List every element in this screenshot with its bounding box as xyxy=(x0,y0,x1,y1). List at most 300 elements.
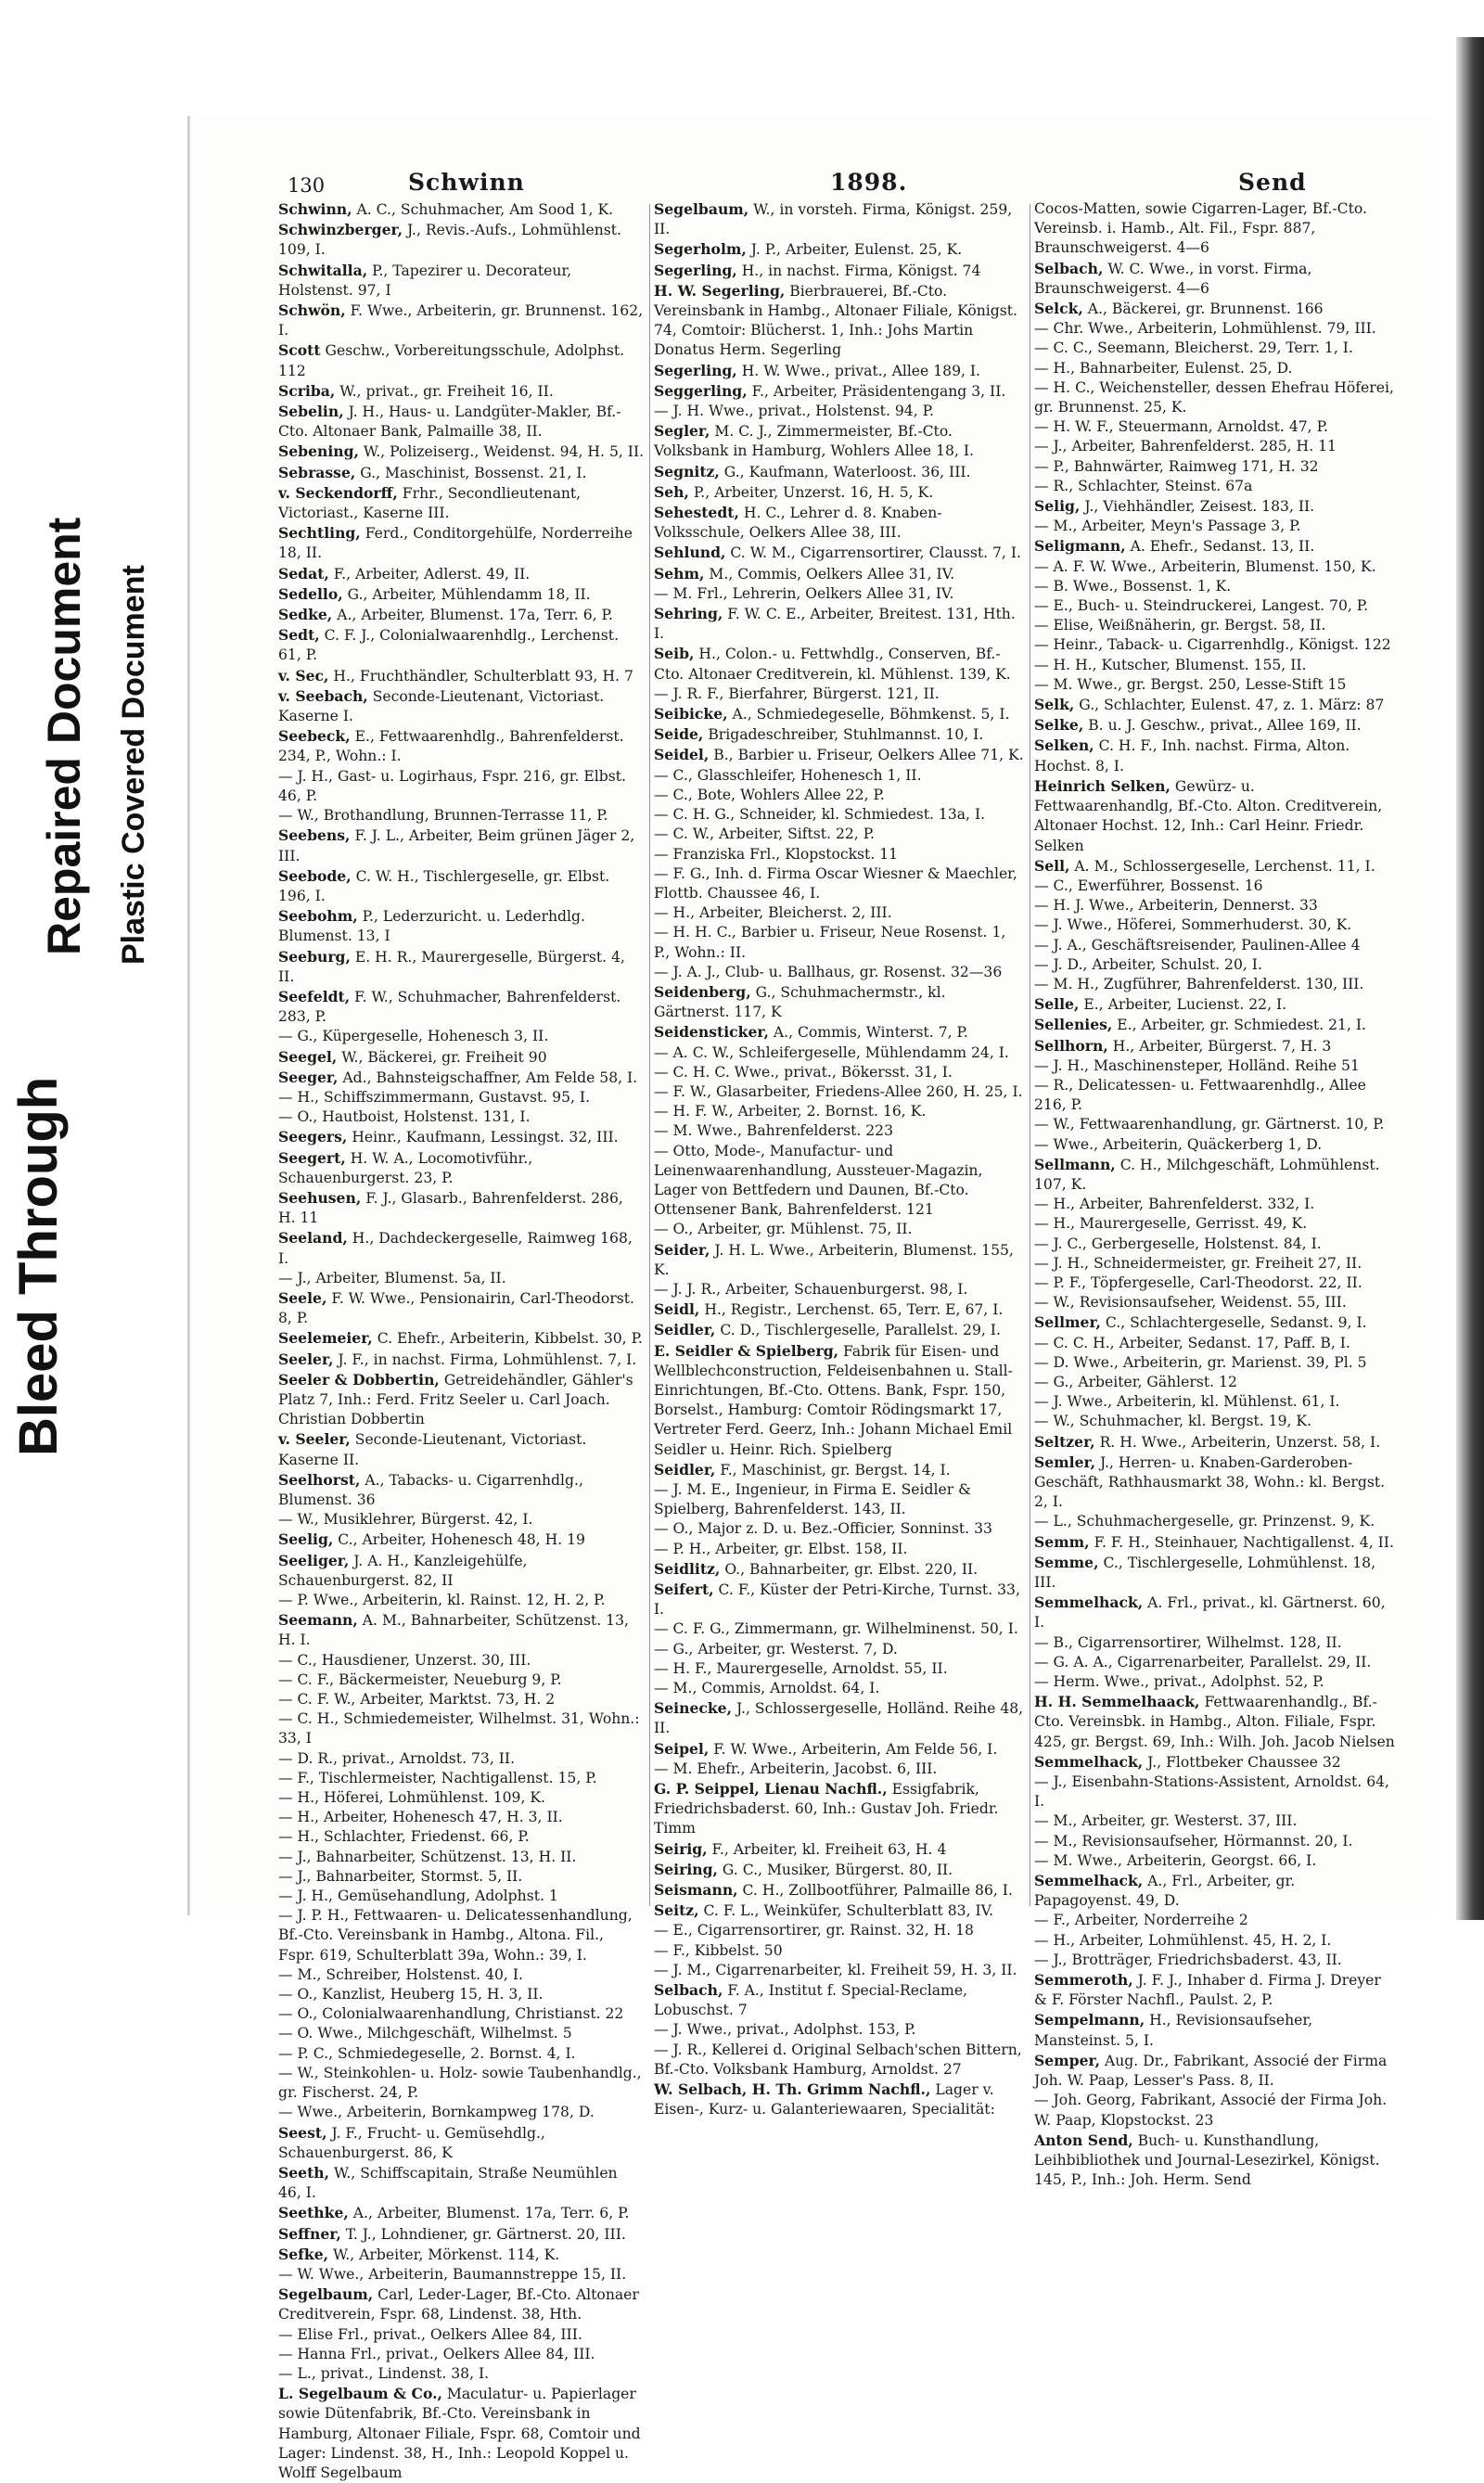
directory-entry xyxy=(1034,2091,1396,2130)
entry-name: Semler, xyxy=(1034,1453,1096,1471)
entry-details: — Wwe., Arbeiterin, Bornkampweg 178, D. xyxy=(278,2104,595,2121)
entry-details: — H., Schlachter, Friedenst. 66, P. xyxy=(278,1828,530,1846)
directory-entry xyxy=(654,1619,1025,1639)
entry-details: Seconde-Lieutenant, Victoriast. Kaserne I. xyxy=(278,687,605,725)
directory-entry xyxy=(1034,1773,1396,1811)
entry-details: A. C., Schuhmacher, Am Sood 1, K. xyxy=(352,201,614,218)
entry-details: H. W. A., Locomotivführ., Schauenburgerst. 23, P. xyxy=(278,1149,533,1186)
entry-details: — G. A. A., Cigarrenarbeiter, Parallelst. 29, II. xyxy=(1034,1653,1372,1670)
directory-entry xyxy=(1034,1851,1396,1871)
directory-entry xyxy=(1034,517,1396,536)
entry-details: Ad., Bahnsteigschaffner, Am Felde 58, I. xyxy=(338,1069,638,1086)
directory-entry xyxy=(654,1980,1025,2020)
entry-details: — P. C., Schmiedegeselle, 2. Bornst. 4, I. xyxy=(278,2044,576,2062)
entry-name: Segnitz, xyxy=(654,462,720,480)
directory-entry xyxy=(1034,1633,1396,1653)
entry-details: J., Viehhändler, Zeisest. 183, II. xyxy=(1080,498,1315,516)
entry-details: C. W. H., Tischlergeselle, gr. Elbst. 196, I. xyxy=(278,867,610,904)
entry-details: A., Frl., Arbeiter, gr. Papagoyenst. 49, D. xyxy=(1034,1873,1296,1910)
entry-details: — P. Wwe., Arbeiterin, kl. Rainst. 12, H. 2, P. xyxy=(278,1592,606,1609)
entry-details: — C., Ewerführer, Bossenst. 16 xyxy=(1034,877,1263,894)
directory-entry xyxy=(278,463,645,483)
entry-details: J., Flottbeker Chaussee 32 xyxy=(1143,1753,1341,1771)
entry-details: F. J. L., Arbeiter, Beim grünen Jäger 2, III. xyxy=(278,827,635,864)
entry-name: Anton Send, xyxy=(1034,2131,1133,2149)
directory-entry xyxy=(654,1280,1025,1299)
directory-entry xyxy=(654,845,1025,864)
entry-name: Seidler, xyxy=(654,1460,716,1478)
column-divider xyxy=(649,204,650,1906)
entry-details: — H., Arbeiter, Bleicherst. 2, III. xyxy=(654,904,892,922)
entry-details: — C. H. C. Wwe., privat., Bökersst. 31, I. xyxy=(654,1063,953,1081)
entry-details: F. W. Wwe., Pensionairin, Carl-Theodorst. 8, P. xyxy=(278,1289,634,1327)
entry-details: — Elise Frl., privat., Oelkers Allee 84, III. xyxy=(278,2325,582,2343)
entry-details: — M. Wwe., Bahrenfelderst. 223 xyxy=(654,1122,894,1140)
directory-entry xyxy=(654,766,1025,786)
entry-details: — H. C., Weichensteller, dessen Ehefrau Höferei, gr. Brunnenst. 25, K. xyxy=(1034,378,1394,416)
directory-entry xyxy=(278,1188,645,1228)
entry-name: L. Segelbaum & Co., xyxy=(278,2385,442,2403)
header-year: 1898. xyxy=(830,169,908,196)
entry-name: Seirig, xyxy=(654,1839,708,1858)
entry-details: H., Arbeiter, Bürgerst. 7, H. 3 xyxy=(1107,1037,1332,1055)
entry-details: M., Commis, Oelkers Allee 31, IV. xyxy=(704,565,955,582)
entry-details: O., Bahnarbeiter, gr. Elbst. 220, II. xyxy=(720,1560,979,1578)
entry-details: — J. A. J., Club- u. Ballhaus, gr. Rosenst. 32—36 xyxy=(654,963,1003,980)
directory-entry xyxy=(1034,457,1396,477)
directory-entry xyxy=(1034,736,1396,775)
entry-name: Sehlund, xyxy=(654,544,726,562)
directory-entry xyxy=(1034,378,1396,417)
entry-details: — C., Glasschleifer, Hohenesch 1, II. xyxy=(654,766,922,784)
directory-entry xyxy=(654,1880,1025,1901)
entry-details: G., Maschinist, Bossenst. 21, I. xyxy=(355,464,587,481)
directory-entry xyxy=(278,686,645,726)
entry-details: — C. C., Seemann, Bleicherst. 29, Terr. 1, I. xyxy=(1034,339,1353,357)
entry-name: Seinecke, xyxy=(654,1699,733,1718)
entry-details: Brigadeschreiber, Stuhlmannst. 10, I. xyxy=(703,726,984,744)
entry-name: Seeler, xyxy=(278,1350,334,1368)
directory-entry xyxy=(1034,1692,1396,1752)
entry-details: — C. C. H., Arbeiter, Sedanst. 17, Paff. B, I. xyxy=(1034,1334,1350,1351)
label-plastic-covered: Plastic Covered Document xyxy=(116,565,151,965)
directory-entry xyxy=(1034,1273,1396,1293)
directory-entry xyxy=(1034,1056,1396,1076)
directory-entry xyxy=(654,1121,1025,1141)
entry-name: Schwinzberger, xyxy=(278,221,403,239)
entry-name: Sefke, xyxy=(278,2245,329,2263)
directory-entry xyxy=(1034,417,1396,437)
entry-details: A., Arbeiter, Blumenst. 17a, Terr. 6, P. xyxy=(332,607,613,624)
entry-details: M. C. J., Zimmermeister, Bf.-Cto. Volksbank in Hamburg, Wohlers Allee 18, I. xyxy=(654,423,974,460)
directory-entry xyxy=(278,1551,645,1591)
directory-entry xyxy=(1034,557,1396,577)
entry-name: Seidenberg, xyxy=(654,982,751,1001)
entry-name: Sempelmann, xyxy=(1034,2011,1145,2029)
entry-name: Seeth, xyxy=(278,2163,330,2182)
directory-entry xyxy=(654,402,1025,421)
entry-details: — W. Wwe., Arbeiterin, Baumannstreppe 15, II. xyxy=(278,2265,627,2283)
directory-entry xyxy=(278,1027,645,1046)
directory-entry xyxy=(278,1068,645,1088)
directory-entry xyxy=(1034,1254,1396,1273)
entry-details: C. W. M., Cigarrensortirer, Clausst. 7, I. xyxy=(725,544,1021,562)
directory-entry xyxy=(278,1906,645,1965)
directory-entry xyxy=(654,1921,1025,1940)
entry-details: — J. H., Gast- u. Logirhaus, Fspr. 216, gr. Elbst. 46, P. xyxy=(278,767,626,804)
directory-entry xyxy=(1034,1593,1396,1632)
entry-details: — H. F. W., Arbeiter, 2. Bornst. 16, K. xyxy=(654,1103,927,1120)
entry-name: Seipel, xyxy=(654,1739,710,1758)
directory-entry xyxy=(654,2041,1025,2080)
entry-details: H., Revisionsaufseher, Mansteinst. 5, I. xyxy=(1034,2012,1313,2049)
entry-details: — J., Bahnarbeiter, Stormst. 5, II. xyxy=(278,1867,523,1885)
directory-entry xyxy=(278,1269,645,1288)
entry-details: — G., Küpergeselle, Hohenesch 3, II. xyxy=(278,1028,549,1045)
entry-name: Seehusen, xyxy=(278,1188,362,1207)
entry-details: — J. Wwe., Arbeiterin, kl. Mühlenst. 61, I. xyxy=(1034,1393,1340,1411)
directory-entry xyxy=(1034,1036,1396,1056)
entry-details: — Elise, Weißnäherin, gr. Bergst. 58, II. xyxy=(1034,617,1326,634)
entry-name: Sellmer, xyxy=(1034,1313,1101,1332)
directory-entry xyxy=(654,1240,1025,1280)
entry-details: — M., Schreiber, Holstenst. 40, I. xyxy=(278,1965,523,1983)
directory-entry xyxy=(654,1519,1025,1539)
directory-entry xyxy=(1034,2010,1396,2050)
entry-details: A. M., Bahnarbeiter, Schützenst. 13, H. I. xyxy=(278,1612,629,1649)
directory-entry xyxy=(278,1690,645,1709)
entry-details: H., in nachst. Firma, Königst. 74 xyxy=(736,262,981,279)
entry-name: Seeland, xyxy=(278,1229,348,1248)
entry-details: — J. Wwe., Höferei, Sommerhuderst. 30, K. xyxy=(1034,916,1352,934)
directory-entry xyxy=(1034,776,1396,856)
directory-entry xyxy=(278,1328,645,1349)
entry-details: — H. F., Maurergeselle, Arnoldst. 55, II. xyxy=(654,1659,948,1677)
entry-name: Seidl, xyxy=(654,1300,700,1319)
directory-entry xyxy=(1034,635,1396,655)
entry-details: F. W., Schuhmacher, Bahrenfelderst. 283, P. xyxy=(278,988,621,1026)
entry-name: Seegers, xyxy=(278,1128,348,1146)
directory-entry xyxy=(1034,1076,1396,1115)
directory-entry xyxy=(1034,994,1396,1015)
entry-details: — M., Commis, Arnoldst. 64, I. xyxy=(654,1680,880,1697)
directory-entry xyxy=(654,644,1025,684)
directory-entry xyxy=(1034,915,1396,935)
entry-details: C., Tischlergeselle, Lohmühlenst. 18, III. xyxy=(1034,1554,1376,1592)
entry-details: — F., Arbeiter, Norderreihe 2 xyxy=(1034,1912,1248,1929)
entry-details: — O., Kanzlist, Heuberg 15, H. 3, II. xyxy=(278,1986,544,2003)
entry-details: C. Ehefr., Arbeiterin, Kibbelst. 30, P. xyxy=(372,1330,643,1348)
entry-details: — F. G., Inh. d. Firma Oscar Wiesner & Maechler, Flottb. Chaussee 46, I. xyxy=(654,864,1017,902)
directory-entry xyxy=(278,2285,645,2324)
entry-details: — J. H., Gemüsehandlung, Adolphst. 1 xyxy=(278,1888,558,1905)
entry-details: Seconde-Lieutenant, Victoriast. Kaserne II. xyxy=(278,1431,587,1468)
directory-entry xyxy=(278,947,645,987)
entry-details: Heinr., Kaufmann, Lessingst. 32, III. xyxy=(347,1129,619,1146)
entry-name: Selck, xyxy=(1034,300,1083,318)
entry-details: — C., Bote, Wohlers Allee 22, P. xyxy=(654,786,885,803)
directory-entry xyxy=(654,1659,1025,1679)
entry-name: Sedello, xyxy=(278,584,343,603)
entry-details: — H., Maurergeselle, Gerrisst. 49, K. xyxy=(1034,1215,1308,1233)
directory-entry xyxy=(654,1739,1025,1760)
entry-details: — J., Arbeiter, Blumenst. 5a, II. xyxy=(278,1269,506,1286)
entry-details: J. F., Frucht- u. Gemüsehdlg., Schauenburgerst. 86, K xyxy=(278,2124,545,2161)
directory-entry xyxy=(278,584,645,605)
entry-details: — Herm. Wwe., privat., Adolphst. 52, P. xyxy=(1034,1673,1324,1691)
entry-name: Seelemeier, xyxy=(278,1329,373,1348)
directory-entry xyxy=(654,381,1025,402)
entry-name: Seidel, xyxy=(654,746,710,764)
entry-details: — W., Steinkohlen- u. Holz- sowie Taubenhandlg., gr. Fischerst. 24, P. xyxy=(278,2064,642,2102)
directory-entry xyxy=(278,2044,645,2064)
directory-entry xyxy=(1034,695,1396,715)
header-last-word: Send xyxy=(1238,169,1307,196)
entry-name: Seeburg, xyxy=(278,947,351,966)
directory-entry xyxy=(654,1559,1025,1580)
entry-details: W., Schiffscapitain, Straße Neumühlen 46, I. xyxy=(278,2164,618,2202)
directory-entry xyxy=(654,1839,1025,1860)
directory-entry xyxy=(1034,339,1396,358)
entry-name: Scriba, xyxy=(278,381,336,400)
column-1 xyxy=(278,199,645,2483)
entry-details: — W., Revisionsaufseher, Weidenst. 55, III. xyxy=(1034,1294,1347,1312)
entry-details: Fabrik für Eisen- und Wellblechconstruction, Feldeisenbahnen u. Stall-Einrichtungen, Bf.-Cto. Ottens. Bank, Fspr. 150, Borselst., Hamburg: Comtoir Rödingsmarkt 17, Vertreter Ferd. Geerz, Inh.: Johann Michael Emil Seidler u. Heinr. Rich. Spielberg xyxy=(654,1342,1013,1458)
entry-name: Seh, xyxy=(654,482,689,501)
directory-entry xyxy=(1034,1752,1396,1773)
directory-entry xyxy=(1034,437,1396,456)
entry-details: W., privat., gr. Freiheit 16, II. xyxy=(335,382,554,400)
directory-entry xyxy=(278,2123,645,2163)
entry-details: — C., Hausdiener, Unzerst. 30, III. xyxy=(278,1651,531,1669)
entry-details: — C. F., Bäckermeister, Neueburg 9, P. xyxy=(278,1670,562,1688)
entry-details: Getreidehändler, Gähler's Platz 7, Inh.: Ferd. Fritz Seeler u. Carl Joach. Christian Dobbertin xyxy=(278,1371,633,1428)
entry-details: — P. F., Töpfergeselle, Carl-Theodorst. 22, II. xyxy=(1034,1273,1362,1291)
directory-entry xyxy=(654,923,1025,962)
entry-name: Seebeck, xyxy=(278,727,351,746)
entry-details: W., Bäckerei, gr. Freiheit 90 xyxy=(337,1048,547,1066)
directory-entry xyxy=(278,625,645,665)
entry-name: Seib, xyxy=(654,645,695,663)
directory-entry xyxy=(1034,1373,1396,1392)
entry-name: Segler, xyxy=(654,422,710,441)
entry-name: Segelbaum, xyxy=(654,200,749,218)
entry-name: Schwitalla, xyxy=(278,261,368,279)
entry-name: Sedt, xyxy=(278,626,320,645)
entry-details: J., Herren- u. Knaben-Garderoben-Geschäft, Rathhausmarkt 38, Wohn.: kl. Bergst. 2, I. xyxy=(1034,1453,1386,1511)
directory-entry xyxy=(654,745,1025,765)
entry-details: H. W. Wwe., privat., Allee 189, I. xyxy=(736,362,981,379)
column-2 xyxy=(654,199,1025,2120)
directory-entry xyxy=(654,261,1025,281)
entry-name: Seidler, xyxy=(654,1321,716,1339)
entry-details: — R., Delicatessen- u. Fettwaarenhdlg., Allee 216, P. xyxy=(1034,1076,1366,1114)
entry-details: — J. A., Geschäftsreisender, Paulinen-Allee 4 xyxy=(1034,936,1361,954)
directory-entry xyxy=(654,1961,1025,1980)
entry-name: Selke, xyxy=(1034,716,1084,735)
directory-entry xyxy=(654,1082,1025,1102)
entry-details: Buch- u. Kunsthandlung, Leihbibliothek und Journal-Lesezirkel, Königst. 145, P., Inh.: Joh. Herm. Send xyxy=(1034,2131,1380,2189)
entry-details: Fettwaarenhandlg., Bf.-Cto. Vereinsbk. in Hambg., Alton. Filiale, Fspr. 425, gr. Bergst. 69, Inh.: Wilh. Joh. Jacob Nielsen xyxy=(1034,1694,1395,1750)
entry-details: — D. R., privat., Arnoldst. 73, II. xyxy=(278,1749,516,1767)
entry-details: — H., Arbeiter, Lohmühlenst. 45, H. 2, I. xyxy=(1034,1931,1332,1949)
directory-entry xyxy=(1034,975,1396,994)
entry-details: F., Arbeiter, Präsidentengang 3, II. xyxy=(747,382,1006,400)
directory-entry xyxy=(1034,319,1396,339)
directory-entry xyxy=(1034,1115,1396,1134)
entry-details: — A. F. W. Wwe., Arbeiterin, Blumenst. 150, K. xyxy=(1034,557,1376,575)
entry-details: — F. W., Glasarbeiter, Friedens-Allee 260, H. 25, I. xyxy=(654,1082,1023,1100)
directory-entry xyxy=(1034,1353,1396,1373)
entry-name: Schwinn, xyxy=(278,200,352,218)
directory-entry xyxy=(1034,1453,1396,1513)
entry-name: Segerling, xyxy=(654,261,737,279)
entry-details: — J. M., Cigarrenarbeiter, kl. Freiheit 59, H. 3, II. xyxy=(654,1961,1017,1978)
entry-name: Sehestedt, xyxy=(654,504,739,522)
directory-entry xyxy=(278,442,645,462)
entry-name: Sehring, xyxy=(654,605,723,623)
entry-details: — M. Wwe., Arbeiterin, Georgst. 66, I. xyxy=(1034,1851,1317,1869)
entry-details: Cocos-Matten, sowie Cigarren-Lager, Bf.-Cto. Vereinsb. i. Hamb., Alt. Fil., Fspr. 887, Braunschweigerst. 4—6 xyxy=(1034,200,1367,257)
directory-entry xyxy=(1034,1553,1396,1593)
directory-entry xyxy=(278,1610,645,1650)
directory-entry xyxy=(654,482,1025,503)
directory-entry xyxy=(278,1749,645,1769)
entry-details: A. Frl., privat., kl. Gärtnerst. 60, I. xyxy=(1034,1594,1386,1632)
directory-entry xyxy=(278,1808,645,1827)
directory-entry xyxy=(278,483,645,523)
entry-details: — H. H., Kutscher, Blumenst. 155, II. xyxy=(1034,656,1307,673)
entry-details: F., Maschinist, gr. Bergst. 14, I. xyxy=(715,1461,951,1478)
entry-details: F. W. Wwe., Arbeiterin, Am Felde 56, I. xyxy=(709,1740,998,1758)
directory-entry xyxy=(278,1288,645,1328)
directory-entry xyxy=(278,2163,645,2203)
directory-entry xyxy=(278,1510,645,1529)
entry-details: — M. Wwe., gr. Bergst. 250, Lesse-Stift 15 xyxy=(1034,675,1347,693)
directory-entry xyxy=(278,1350,645,1370)
entry-name: Seegel, xyxy=(278,1047,338,1066)
entry-name: Semmelhack, xyxy=(1034,1593,1144,1612)
entry-details: R. H. Wwe., Arbeiterin, Unzerst. 58, I. xyxy=(1094,1433,1381,1451)
entry-name: Seethke, xyxy=(278,2204,349,2222)
directory-entry xyxy=(278,987,645,1027)
directory-entry xyxy=(278,666,645,686)
directory-entry xyxy=(654,281,1025,361)
directory-entry xyxy=(278,2364,645,2384)
entry-details: F., Arbeiter, Adlerst. 49, II. xyxy=(328,565,531,582)
directory-entry xyxy=(1034,477,1396,496)
directory-entry xyxy=(654,361,1025,381)
directory-entry xyxy=(278,2224,645,2245)
directory-entry xyxy=(278,1985,645,2004)
directory-entry xyxy=(278,1370,645,1430)
directory-entry xyxy=(654,421,1025,461)
directory-entry xyxy=(278,2103,645,2122)
entry-details: J. A. H., Kanzleigehülfe, Schauenburgerst. 82, II xyxy=(278,1552,528,1589)
directory-entry xyxy=(654,685,1025,704)
entry-details: — C. H., Schmiedemeister, Wilhelmst. 31, Wohn.: 33, I xyxy=(278,1710,640,1747)
directory-entry xyxy=(278,199,645,220)
directory-entry xyxy=(654,1860,1025,1880)
directory-entry xyxy=(1034,1653,1396,1672)
entry-details: — P., Bahnwärter, Raimweg 171, H. 32 xyxy=(1034,457,1319,475)
entry-name: Sellenies, xyxy=(1034,1016,1113,1034)
directory-entry xyxy=(1034,299,1396,319)
entry-details: — H. J. Wwe., Arbeiterin, Dennerst. 33 xyxy=(1034,897,1318,915)
entry-details: — J. M. E., Ingenieur, in Firma E. Seidler & Spielberg, Bahrenfelderst. 143, II. xyxy=(654,1481,971,1518)
entry-details: H., Fruchthändler, Schulterblatt 93, H. 7 xyxy=(328,667,633,685)
directory-entry xyxy=(278,261,645,301)
entry-details: — F., Tischlermeister, Nachtigallenst. 15, P. xyxy=(278,1769,597,1786)
entry-name: v. Seckendorff, xyxy=(278,483,398,502)
directory-entry xyxy=(1034,1235,1396,1254)
entry-details: — H., Bahnarbeiter, Eulenst. 25, D. xyxy=(1034,359,1293,377)
directory-entry xyxy=(1034,955,1396,975)
entry-details: — R., Schlachter, Steinst. 67a xyxy=(1034,477,1253,494)
directory-entry xyxy=(278,866,645,906)
directory-entry xyxy=(278,1148,645,1188)
directory-entry xyxy=(654,462,1025,482)
entry-details: — C. W., Arbeiter, Siftst. 22, P. xyxy=(654,826,876,843)
entry-name: Selbach, xyxy=(654,1981,723,2000)
directory-entry xyxy=(1034,259,1396,299)
entry-name: Seelhorst, xyxy=(278,1470,361,1489)
directory-entry xyxy=(1034,1970,1396,2010)
directory-entry xyxy=(278,1429,645,1469)
entry-details: F. W. C. E., Arbeiter, Breitest. 131, Hth. I. xyxy=(654,606,1016,643)
directory-entry xyxy=(654,543,1025,563)
entry-details: — H. H. C., Barbier u. Friseur, Neue Rosenst. 1, P., Wohn.: II. xyxy=(654,924,1006,961)
entry-details: — Hanna Frl., privat., Oelkers Allee 84, III. xyxy=(278,2345,595,2362)
directory-entry xyxy=(278,906,645,946)
entry-name: v. Sec, xyxy=(278,666,329,685)
entry-name: G. P. Seippel, Lienau Nachfl., xyxy=(654,1780,888,1798)
document-page xyxy=(190,116,1433,2481)
entry-details: — O., Major z. D. u. Bez.-Officier, Sonninst. 33 xyxy=(654,1520,992,1538)
entry-details: H. C., Lehrer d. 8. Knaben-Volksschule, Oelkers Allee 38, III. xyxy=(654,505,942,542)
entry-name: Seest, xyxy=(278,2123,327,2142)
directory-entry xyxy=(654,1679,1025,1698)
entry-name: Sedke, xyxy=(278,606,333,624)
entry-details: — W., Musiklehrer, Bürgerst. 42, I. xyxy=(278,1511,533,1529)
side-labels xyxy=(0,0,176,2019)
entry-name: Seltzer, xyxy=(1034,1432,1095,1451)
directory-entry xyxy=(278,2245,645,2265)
directory-entry xyxy=(654,1220,1025,1239)
directory-entry xyxy=(654,1142,1025,1221)
directory-entry xyxy=(278,1651,645,1670)
entry-name: Seismann, xyxy=(654,1881,738,1900)
entry-name: H. H. Semmelhaack, xyxy=(1034,1693,1200,1711)
entry-details: — Franziska Frl., Klopstockst. 11 xyxy=(654,845,899,863)
directory-entry xyxy=(654,864,1025,903)
entry-details: T. J., Lohndiener, gr. Gärtnerst. 20, III. xyxy=(340,2225,626,2243)
entry-details: A., Commis, Winterst. 7, P. xyxy=(768,1024,968,1042)
entry-details: — J. H. Wwe., privat., Holstenst. 94, P. xyxy=(654,403,934,420)
entry-details: — M., Arbeiter, Meyn's Passage 3, P. xyxy=(1034,518,1301,535)
directory-entry xyxy=(1034,1312,1396,1333)
directory-entry xyxy=(1034,1951,1396,1970)
entry-details: B. u. J. Geschw., privat., Allee 169, II. xyxy=(1083,717,1362,735)
directory-entry xyxy=(278,564,645,584)
entry-details: — B., Cigarrensortirer, Wilhelmst. 128, II. xyxy=(1034,1633,1342,1651)
directory-entry xyxy=(278,1965,645,1985)
entry-details: J. P., Arbeiter, Eulenst. 25, K. xyxy=(746,241,963,259)
entry-name: Selk, xyxy=(1034,696,1075,714)
directory-entry xyxy=(654,1540,1025,1559)
directory-entry xyxy=(278,1591,645,1610)
directory-entry xyxy=(1034,1334,1396,1353)
